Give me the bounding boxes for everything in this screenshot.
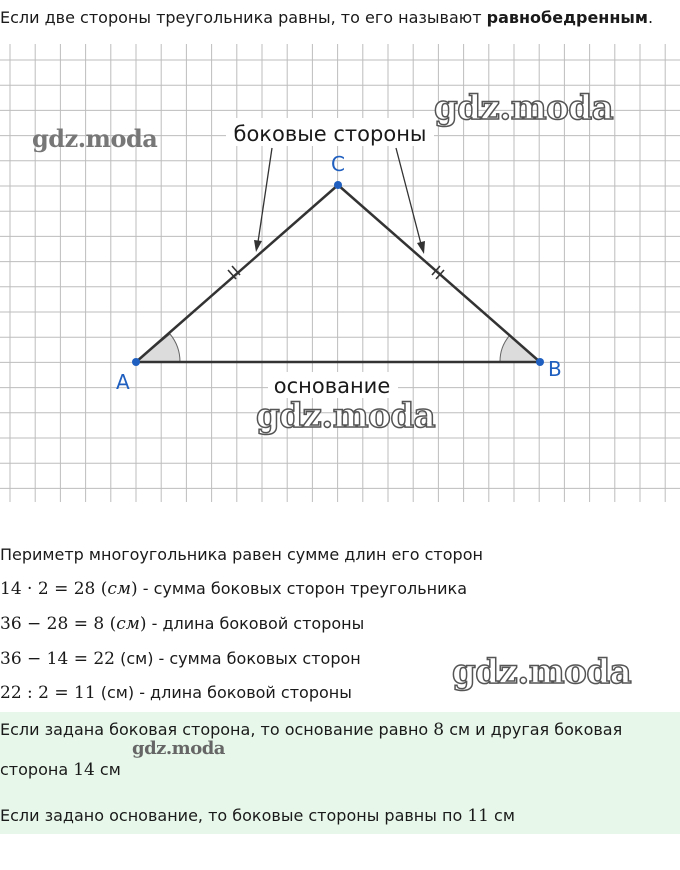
vertex-label-a: A (116, 370, 130, 394)
answer-line-3: Если задано основание, то боковые стороны равны по 11 см (0, 806, 515, 826)
tick-marks-ac (228, 266, 240, 279)
vertex-label-c: C (331, 152, 345, 176)
point-b (536, 358, 544, 366)
solution-line-2: 36 − 28 = 8 (см) - длина боковой стороны (0, 614, 365, 634)
watermark-2: gdz.moda (434, 88, 614, 128)
watermark-3: gdz.moda (256, 396, 436, 436)
term-isosceles: равнобедренным (486, 8, 648, 27)
watermark-1: gdz.moda (32, 124, 158, 153)
label-base: основание (273, 374, 391, 398)
point-c (334, 181, 342, 189)
watermark-4: gdz.moda (452, 652, 632, 692)
vertex-label-b: B (548, 357, 562, 381)
solution-line-4: 22 : 2 = 11 (см) - длина боковой стороны (0, 683, 352, 703)
label-lateral-sides: боковые стороны (233, 122, 427, 146)
watermark-5: gdz.moda (132, 738, 225, 759)
answer-line-2: сторона 14 см (0, 760, 121, 780)
point-a (132, 358, 140, 366)
answer-box (0, 712, 680, 834)
solution-line-3: 36 − 14 = 22 (см) - сумма боковых сторон (0, 649, 361, 669)
answer-line-1: Если задана боковая сторона, то основание равно 8 см и другая боковая (0, 720, 623, 740)
intro-text: Если две стороны треугольника равны, то его называют равнобедренным. (0, 8, 654, 27)
solution-line-1: 14 · 2 = 28 (см) - сумма боковых сторон треугольника (0, 579, 467, 599)
rule-text: Периметр многоугольника равен сумме длин его сторон (0, 545, 483, 564)
